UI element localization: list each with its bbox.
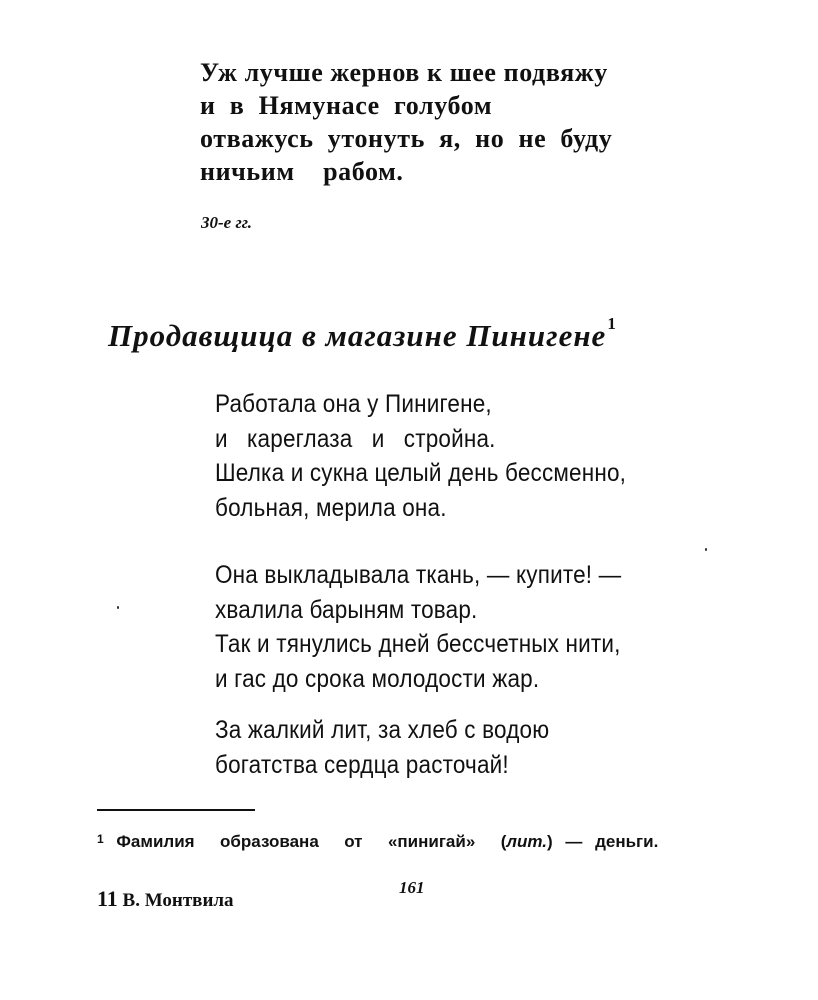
poem-title-text: Продавщица в магазине Пинигене	[108, 318, 607, 353]
signature-author: В. Монтвила	[122, 890, 234, 911]
footnote-text: Фамилия образована от «пинигай» (	[116, 832, 507, 851]
printer-signature	[97, 886, 234, 912]
footnote-text-end: ) — деньги.	[546, 832, 659, 851]
print-speck	[705, 548, 707, 551]
verse-line: Она выкладывала ткань, — купите! —	[215, 561, 622, 589]
verse-line: Работала она у Пинигене,	[215, 390, 492, 418]
sheet-number: 11	[97, 886, 118, 911]
stanza-1	[215, 387, 626, 525]
verse-line: больная, мерила она.	[215, 493, 447, 522]
poem-date: 30-е гг.	[201, 213, 253, 232]
stanza-2	[215, 558, 621, 696]
verse-line: хвалила барыням товар.	[215, 595, 478, 624]
verse-line: богатства сердца расточай!	[215, 750, 509, 779]
verse-line: и в Нямунасе голубом	[200, 91, 493, 120]
footnote-mark: 1	[97, 832, 104, 846]
verse-line: отважусь утонуть я, но не буду	[200, 124, 613, 153]
footnote	[97, 832, 658, 852]
footnote-reference: 1	[607, 314, 617, 333]
previous-poem-ending	[200, 56, 612, 188]
print-speck	[117, 606, 119, 609]
verse-line: Шелка и сукна целый день бессменно,	[215, 459, 627, 487]
verse-line: и кареглаза и стройна.	[215, 424, 496, 453]
page-number: 161	[399, 878, 425, 897]
footnote-abbreviation: лит.	[506, 832, 547, 851]
footnote-divider	[97, 809, 255, 811]
verse-line: За жалкий лит, за хлеб с водою	[215, 716, 550, 744]
verse-line: Уж лучше жернов к шее подвяжу	[200, 58, 608, 87]
poem-title	[108, 314, 617, 354]
verse-line: Так и тянулись дней бессчетных нити,	[215, 630, 621, 658]
verse-line: и гас до срока молодости жар.	[215, 664, 540, 693]
stanza-3	[215, 713, 549, 782]
verse-line: ничьим рабом.	[200, 157, 404, 186]
